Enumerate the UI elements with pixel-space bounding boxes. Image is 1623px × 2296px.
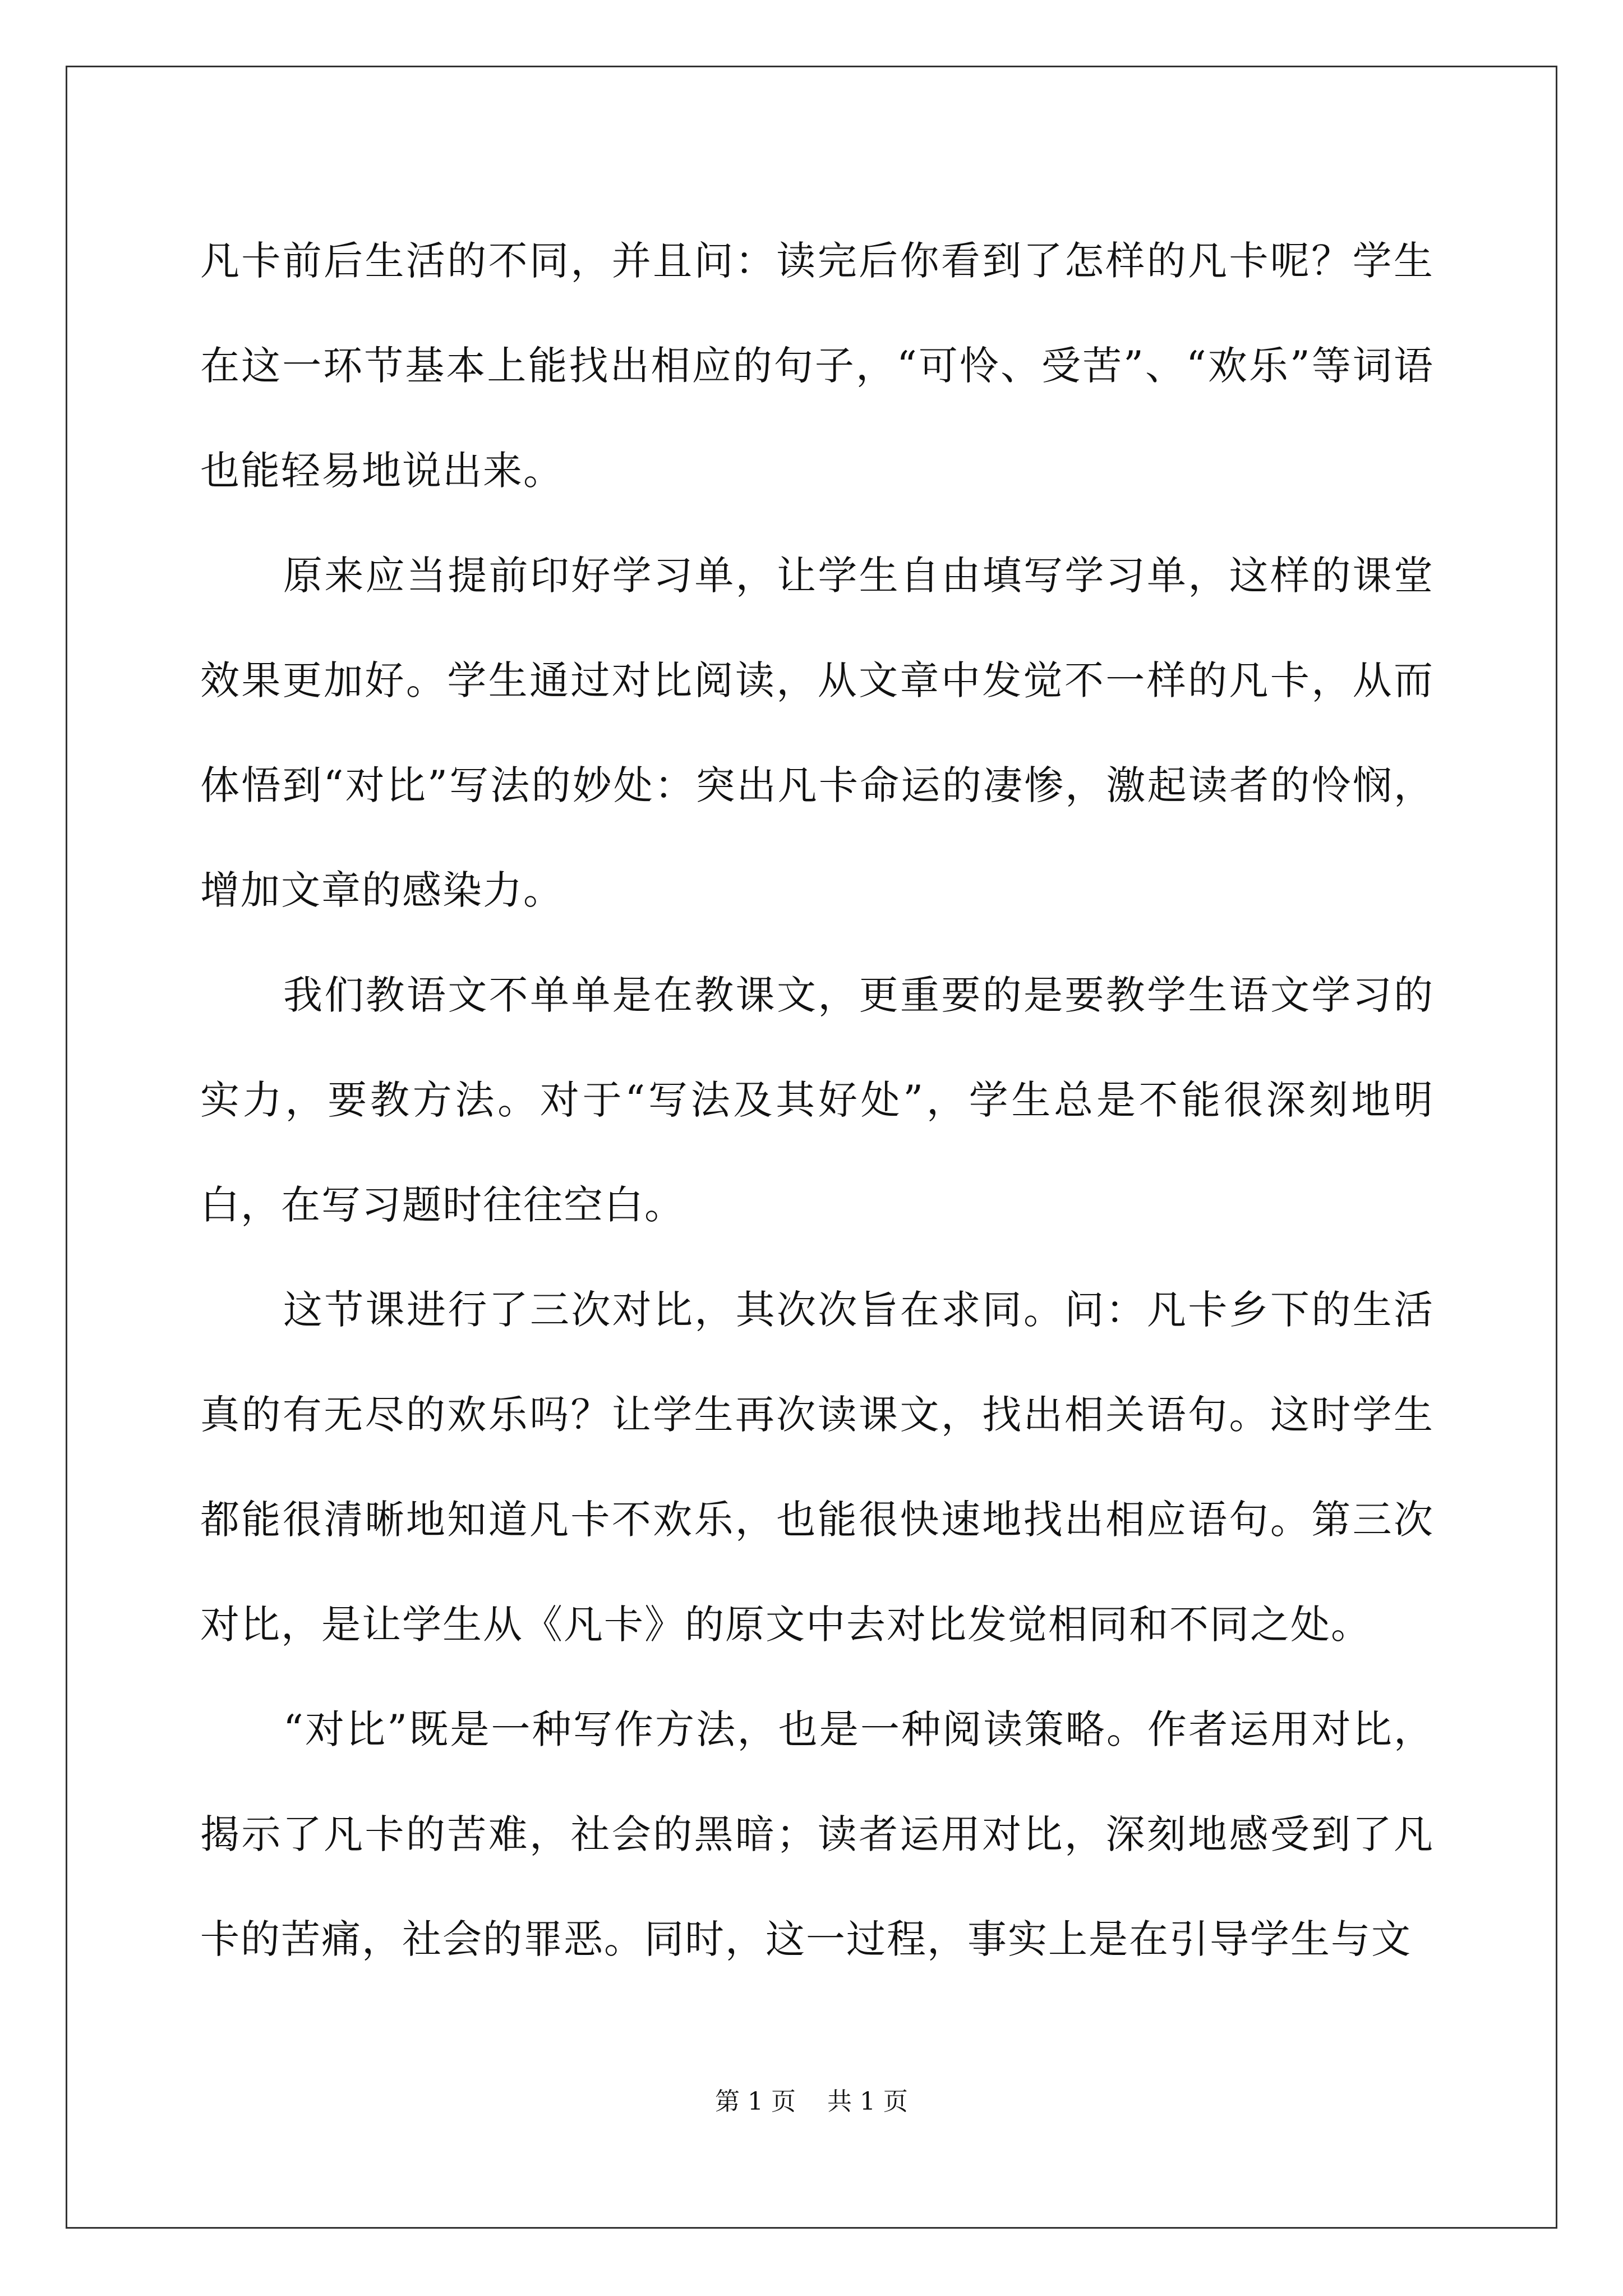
document-body xyxy=(200,209,1434,1992)
paragraph-1: 凡卡前后生活的不同，并且问：读完后你看到了怎样的凡卡呢？学生在这一环节基本上能找出相应的句子，“可怜、受苦”、“欢乐”等词语也能轻易地说出来。 xyxy=(200,238,1434,494)
paragraph-4: 这节课进行了三次对比，其次次旨在求同。问：凡卡乡下的生活真的有无尽的欢乐吗？让学生再次读课文，找出相关语句。这时学生都能很清晰地知道凡卡不欢乐，也能很快速地找出相应语句。第三次对比，是让学生从《凡卡》的原文中去对比发觉相同和不同之处。 xyxy=(200,1287,1434,1648)
paragraph-5: “对比”既是一种写作方法，也是一种阅读策略。作者运用对比，揭示了凡卡的苦难，社会的黑暗；读者运用对比，深刻地感受到了凡卡的苦痛，社会的罪恶。同时，这一过程，事实上是在引导学生与文 xyxy=(200,1706,1434,1962)
paragraph-2: 原来应当提前印好学习单，让学生自由填写学习单，这样的课堂效果更加好。学生通过对比阅读，从文章中发觉不一样的凡卡，从而体悟到“对比”写法的妙处：突出凡卡命运的凄惨，激起读者的怜悯，增加文章的感染力。 xyxy=(200,553,1434,913)
page-number-footer: 第 1 页 共 1 页 xyxy=(715,2087,908,2116)
paragraph-3: 我们教语文不单单是在教课文，更重要的是要教学生语文学习的实力，要教方法。对于“写法及其好处”，学生总是不能很深刻地明白，在写习题时往往空白。 xyxy=(200,972,1434,1228)
